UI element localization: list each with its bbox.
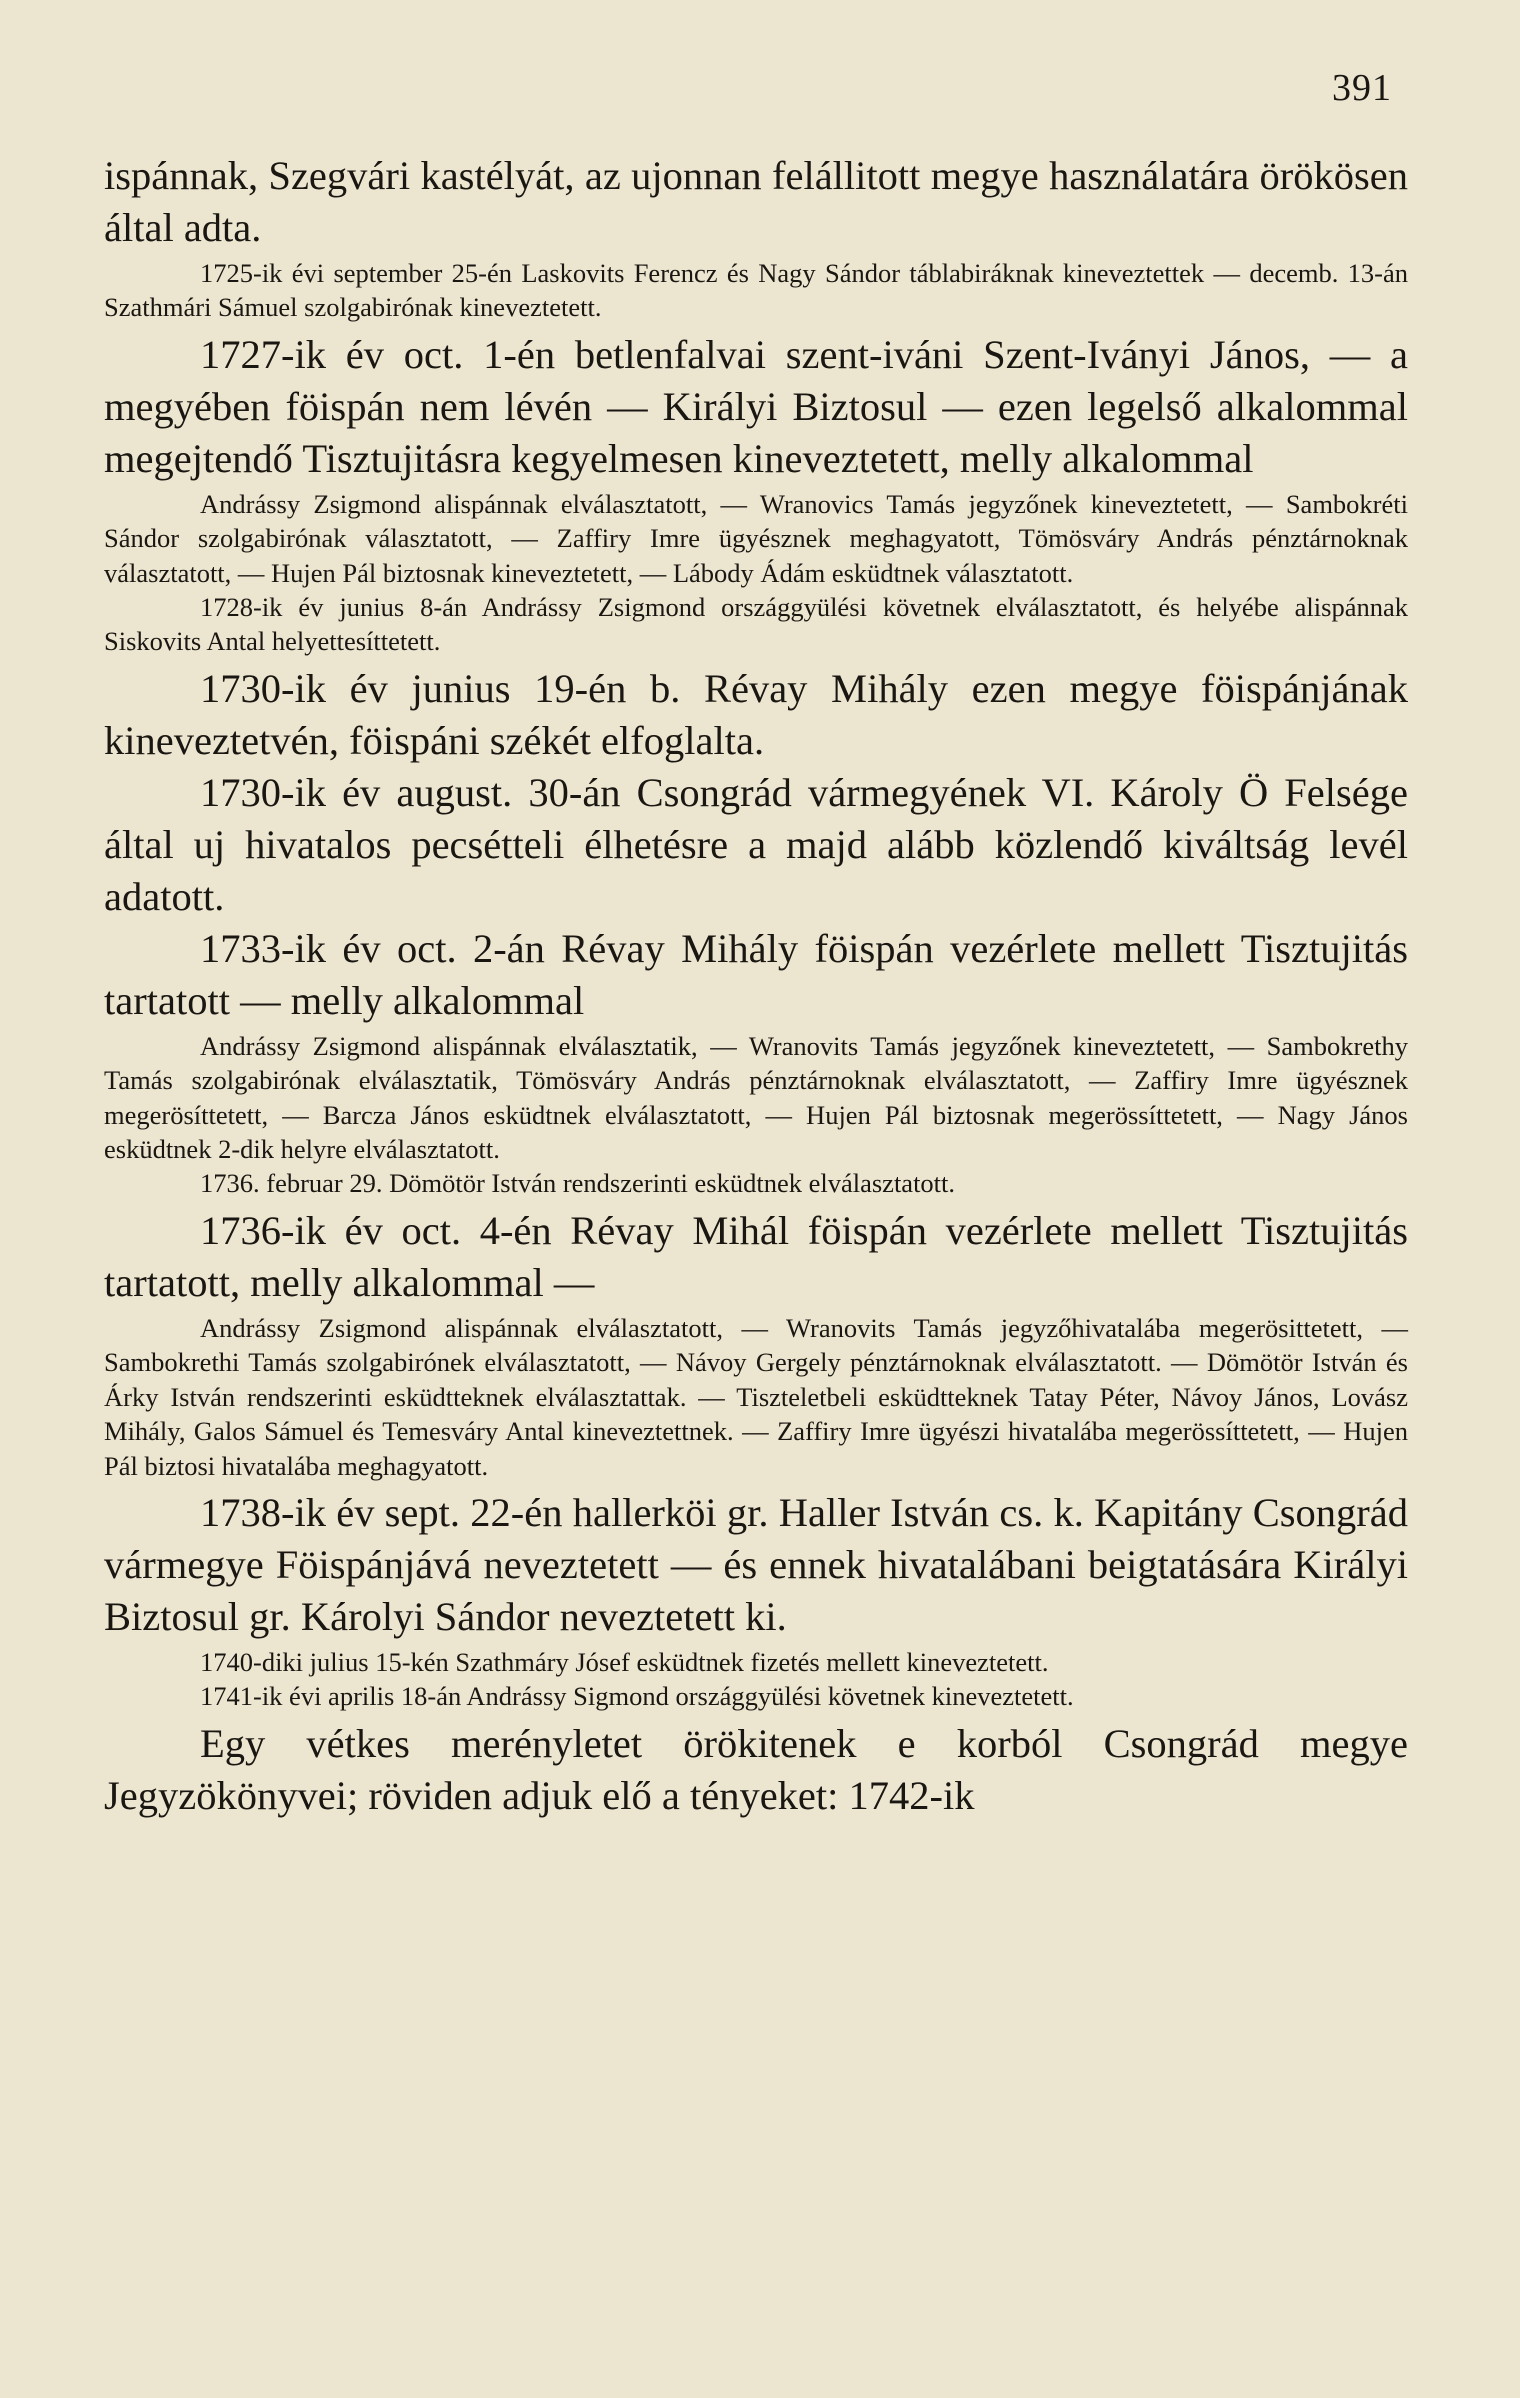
page-number: 391	[1332, 67, 1392, 109]
paragraph: Egy vétkes merényletet örökitenek e korból Csongrád megye Jegyzökönyvei; röviden adjuk elő a tényeket: 1742-ik	[104, 1720, 1408, 1818]
paragraph: 1740-diki julius 15-kén Szathmáry Jósef esküdtnek fizetés mellett kineveztetett.	[200, 1646, 1049, 1677]
paragraph: 1741-ik évi aprilis 18-án Andrássy Sigmond országgyülési követnek kineveztetett.	[200, 1681, 1074, 1712]
paragraph: 1730-ik év junius 19-én b. Révay Mihály ezen megye föispánjának kineveztetvén, föispáni székét elfoglalta.	[104, 665, 1408, 763]
paragraph: 1730-ik év august. 30-án Csongrád vármegyének VI. Károly Ö Felsége által uj hivatalos pecsétteli élhetésre a majd alább közlendő kiváltság levél adatott.	[104, 769, 1408, 919]
paragraph: 1733-ik év oct. 2-án Révay Mihály föispán vezérlete mellett Tisztujitás tartatott — melly alkalommal	[104, 925, 1408, 1023]
paragraph: Andrássy Zsigmond alispánnak elválasztatik, — Wranovits Tamás jegyzőnek kineveztetett, — Sambokrethy Tamás szolgabirónak elválasztatik, Tömösváry András pénztárnoknak elválasztatott, — Zaffiry Imre ügyésznek megerösíttetett, — Barcza János esküdtnek elválasztatott, — Hujen Pál biztosnak megerössíttetett, — Nagy János esküdtnek 2-dik helyre elválasztatott.	[104, 1030, 1408, 1165]
paragraph: 1736. februar 29. Dömötör István rendszerinti esküdtnek elválasztatott.	[200, 1168, 956, 1199]
paragraph: Andrássy Zsigmond alispánnak elválasztatott, — Wranovics Tamás jegyzőnek kineveztetett, — Sambokréti Sándor szolgabirónak választatott, — Zaffiry Imre ügyésznek meghagyatott, Tömösváry András pénztárnoknak választatott, — Hujen Pál biztosnak kineveztetett, — Lábody Ádám esküdtnek választatott.	[104, 488, 1408, 588]
paragraph: ispánnak, Szegvári kastélyát, az ujonnan felállitott megye használatára örökösen által adta.	[104, 153, 1408, 250]
paragraph: 1736-ik év oct. 4-én Révay Mihál föispán vezérlete mellett Tisztujitás tartatott, melly alkalommal —	[104, 1207, 1408, 1305]
paragraph: 1738-ik év sept. 22-én hallerköi gr. Haller István cs. k. Kapitány Csongrád vármegye Föispánjává neveztetett — és ennek hivatalábani beigtatására Királyi Biztosul gr. Károlyi Sándor neveztetett ki.	[104, 1489, 1408, 1639]
paragraph: Andrássy Zsigmond alispánnak elválasztatott, — Wranovits Tamás jegyzőhivatalába megerösittetett, — Sambokrethi Tamás szolgabirónek elválasztatott, — Návoy Gergely pénztárnoknak elválasztatott. — Dömötör István és Árky István rendszerinti esküdtteknek elválasztattak. — Tiszteletbeli esküdtteknek Tatay Péter, Návoy János, Lovász Mihály, Galos Sámuel és Temesváry Antal kineveztettnek. — Zaffiry Imre ügyészi hivatalába megerössíttetett, — Hujen Pál biztosi hivatalába meghagyatott.	[104, 1312, 1408, 1481]
paragraph: 1727-ik év oct. 1-én betlenfalvai szent-iváni Szent-Iványi János, — a megyében föispán nem lévén — Királyi Biztosul — ezen legelső alkalommal megejtendő Tisztujitásra kegyelmesen kineveztetett, melly alkalommal	[104, 331, 1408, 481]
body-text	[104, 150, 1408, 1822]
paragraph: 1728-ik év junius 8-án Andrássy Zsigmond országgyülési követnek elválasztatott, és helyébe alispánnak Siskovits Antal helyettesíttetett.	[104, 592, 1408, 657]
paragraph: 1725-ik évi september 25-én Laskovits Ferencz és Nagy Sándor táblabiráknak kineveztettek — decemb. 13-án Szathmári Sámuel szolgabirónak kineveztetett.	[104, 258, 1408, 323]
